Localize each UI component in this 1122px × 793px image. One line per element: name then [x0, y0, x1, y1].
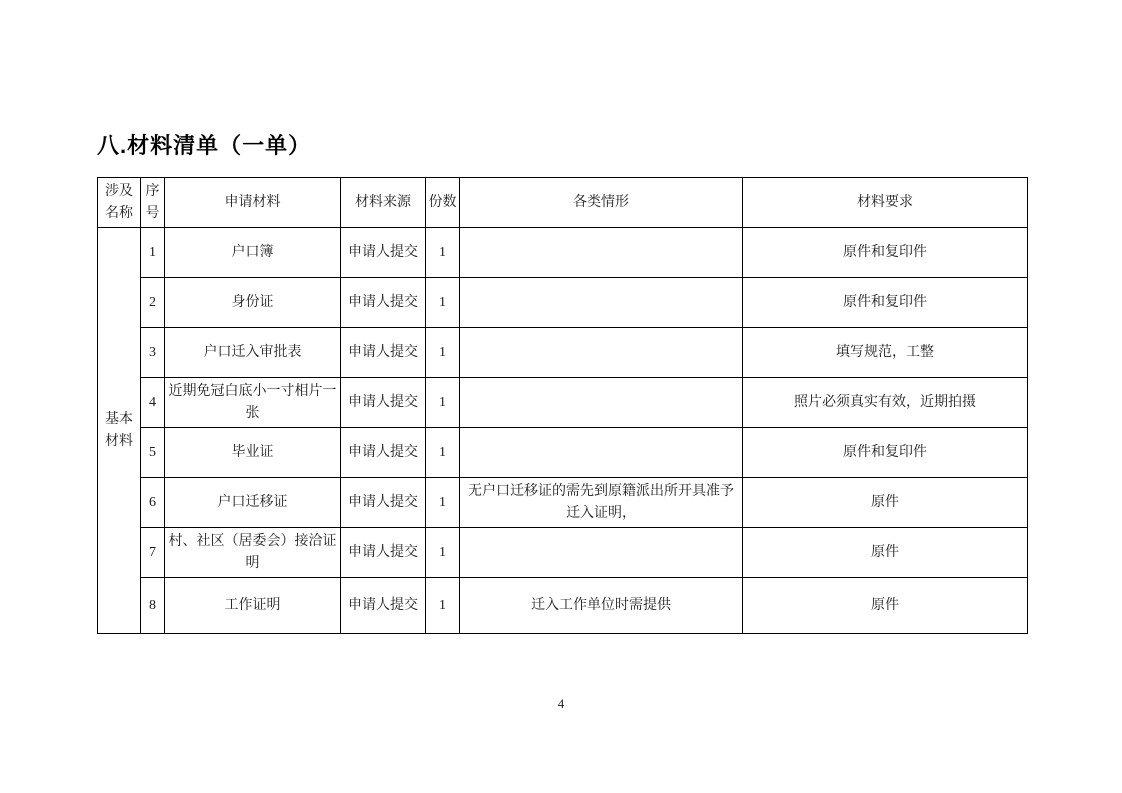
cell-requirement: 原件和复印件: [743, 278, 1028, 328]
header-situation: 各类情形: [460, 178, 743, 228]
cell-material: 毕业证: [165, 428, 341, 478]
materials-checklist-table: [97, 177, 1028, 634]
cell-copies: 1: [426, 278, 460, 328]
table-row: [98, 578, 1028, 634]
table-row: [98, 528, 1028, 578]
header-no: 序号: [141, 178, 165, 228]
table-row: [98, 478, 1028, 528]
cell-no: 8: [141, 578, 165, 634]
cell-copies: 1: [426, 378, 460, 428]
cell-no: 7: [141, 528, 165, 578]
table-row: [98, 278, 1028, 328]
cell-source: 申请人提交: [341, 328, 426, 378]
table-row: [98, 328, 1028, 378]
cell-situation: [460, 378, 743, 428]
cell-source: 申请人提交: [341, 528, 426, 578]
cell-source: 申请人提交: [341, 378, 426, 428]
cell-material: 户口迁移证: [165, 478, 341, 528]
table-row: [98, 428, 1028, 478]
header-source: 材料来源: [341, 178, 426, 228]
cell-no: 5: [141, 428, 165, 478]
cell-requirement: 原件: [743, 478, 1028, 528]
header-copies: 份数: [426, 178, 460, 228]
cell-requirement: 原件和复印件: [743, 228, 1028, 278]
cell-requirement: 照片必须真实有效，近期拍摄: [743, 378, 1028, 428]
cell-situation: [460, 328, 743, 378]
cell-source: 申请人提交: [341, 478, 426, 528]
header-requirement: 材料要求: [743, 178, 1028, 228]
cell-material: 工作证明: [165, 578, 341, 634]
cell-material: 村、社区（居委会）接洽证明: [165, 528, 341, 578]
cell-situation: 无户口迁移证的需先到原籍派出所开具准予迁入证明，: [460, 478, 743, 528]
table-row: [98, 228, 1028, 278]
cell-copies: 1: [426, 478, 460, 528]
cell-no: 2: [141, 278, 165, 328]
cell-requirement: 原件: [743, 578, 1028, 634]
table-row: [98, 378, 1028, 428]
cell-copies: 1: [426, 578, 460, 634]
cell-copies: 1: [426, 228, 460, 278]
page-number: 4: [557, 696, 565, 711]
cell-source: 申请人提交: [341, 428, 426, 478]
cell-requirement: 原件: [743, 528, 1028, 578]
category-cell: 基本材料: [98, 228, 141, 634]
cell-no: 4: [141, 378, 165, 428]
cell-requirement: 填写规范，工整: [743, 328, 1028, 378]
cell-source: 申请人提交: [341, 228, 426, 278]
cell-no: 1: [141, 228, 165, 278]
cell-copies: 1: [426, 328, 460, 378]
table-header-row: [98, 178, 1028, 228]
cell-no: 6: [141, 478, 165, 528]
cell-material: 近期免冠白底小一寸相片一张: [165, 378, 341, 428]
cell-situation: [460, 528, 743, 578]
cell-situation: [460, 278, 743, 328]
cell-copies: 1: [426, 428, 460, 478]
cell-source: 申请人提交: [341, 278, 426, 328]
cell-situation: [460, 228, 743, 278]
cell-situation: 迁入工作单位时需提供: [460, 578, 743, 634]
cell-requirement: 原件和复印件: [743, 428, 1028, 478]
cell-no: 3: [141, 328, 165, 378]
cell-material: 户口簿: [165, 228, 341, 278]
cell-source: 申请人提交: [341, 578, 426, 634]
page-title: 八.材料清单（一单）: [97, 133, 312, 158]
cell-situation: [460, 428, 743, 478]
header-material: 申请材料: [165, 178, 341, 228]
cell-material: 户口迁入审批表: [165, 328, 341, 378]
header-category: 涉及名称: [98, 178, 141, 228]
cell-material: 身份证: [165, 278, 341, 328]
cell-copies: 1: [426, 528, 460, 578]
